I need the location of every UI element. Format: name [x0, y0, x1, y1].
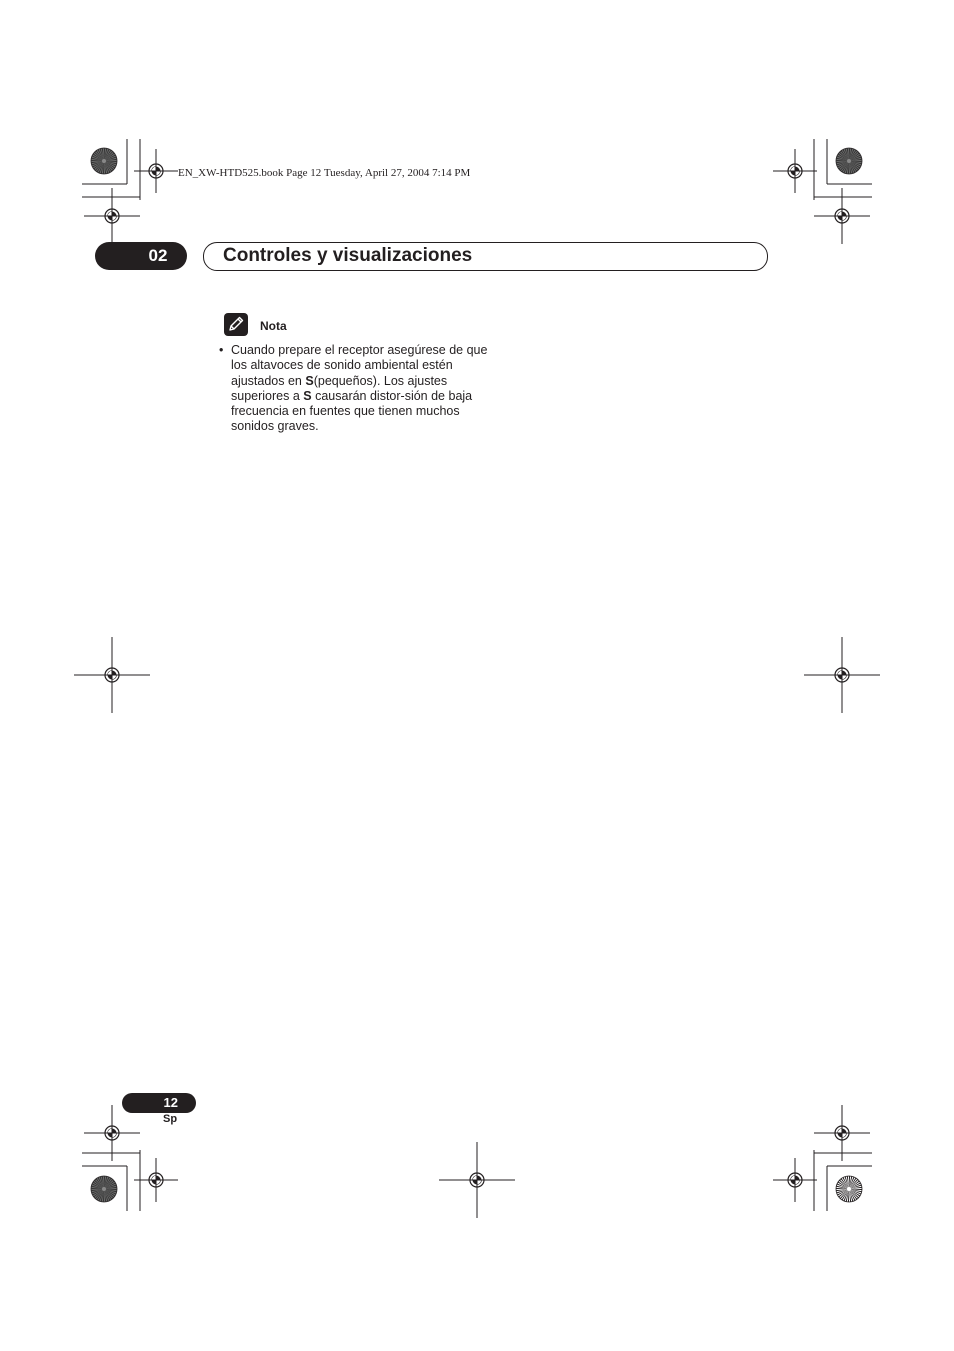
star-target-icon [836, 1176, 862, 1202]
language-code: Sp [163, 1113, 178, 1125]
registration-target-icon [773, 1158, 817, 1202]
note-heading: Nota [260, 319, 287, 333]
bullet-marker: • [219, 343, 224, 357]
registration-target-icon [134, 1158, 178, 1202]
file-slug-line: EN_XW-HTD525.book Page 12 Tuesday, April 27, 2004 7:14 PM [178, 167, 471, 179]
note-paragraph [231, 343, 491, 435]
page-number: 12 [163, 1095, 178, 1110]
registration-target-icon [439, 1142, 515, 1218]
chapter-title: Controles y visualizaciones [223, 245, 473, 266]
note-text-part: (pequeños). Los ajustes superiores a [231, 373, 448, 403]
note-text-part: Cuando prepare el receptor asegúrese de que los altavoces de sonido ambiental estén ajustados en [231, 343, 488, 388]
note-text-bold-s: S [303, 388, 312, 403]
registration-target-icon [804, 637, 880, 713]
registration-target-icon [773, 149, 817, 193]
star-target-icon [91, 1176, 117, 1202]
pencil-icon [224, 313, 248, 336]
note-text-bold-s: S [305, 373, 314, 388]
registration-target-icon [84, 188, 140, 244]
registration-target-icon [74, 637, 150, 713]
note-text-part: causarán distor-sión de baja frecuencia en fuentes que tienen muchos sonidos graves. [231, 388, 473, 434]
chapter-number-tab: 02 [95, 242, 187, 270]
registration-target-icon [814, 188, 870, 244]
star-target-icon [836, 148, 862, 174]
page-number-tab [122, 1093, 196, 1113]
registration-target-icon [134, 149, 178, 193]
star-target-icon [91, 148, 117, 174]
